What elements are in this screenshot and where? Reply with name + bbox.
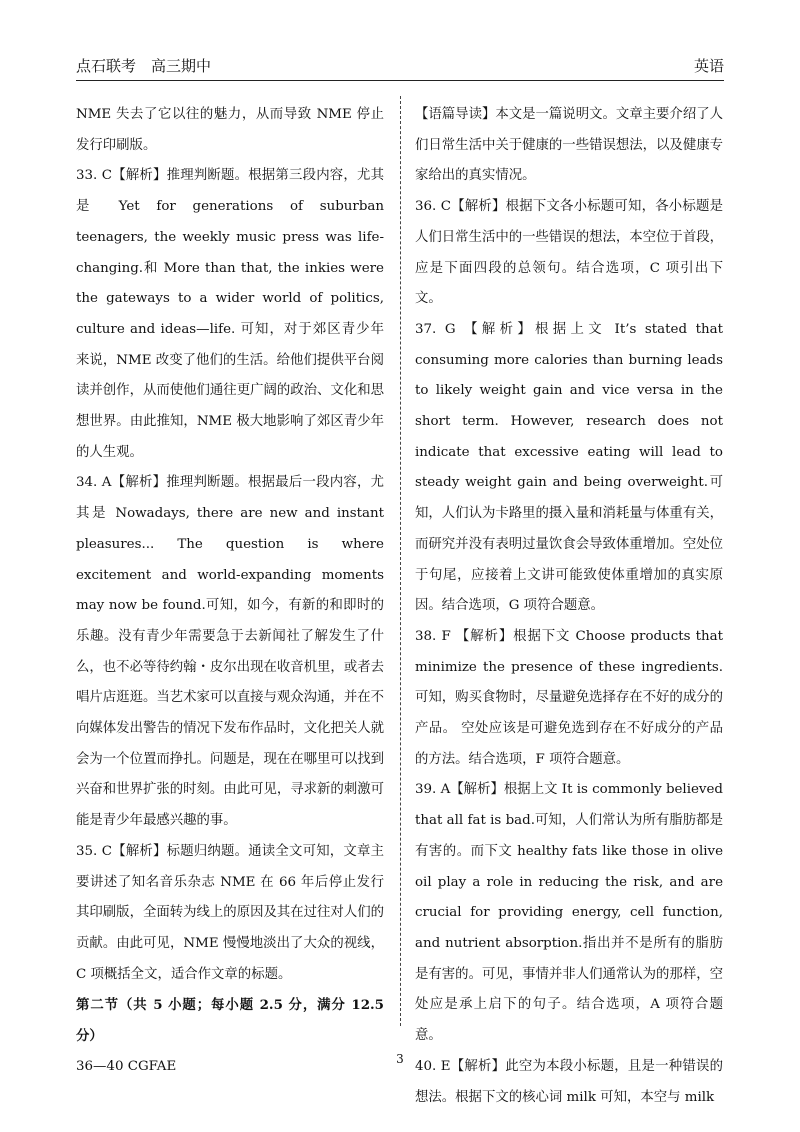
paragraph: 38. F 【解析】根据下文 Choose products that minimize the presence of these ingredients.可知，购买食物时，尽量避免选择存在不好的成分的产品。 空处应该是可避免选到存在不好成分的产品的方法。结合选项，F 项符合题意。 (415, 628, 723, 767)
page-header (76, 58, 724, 81)
paragraph: 39. A【解析】根据上文 It is commonly believed that all fat is bad.可知，人们常认为所有脂肪都是有害的。而下文 healthy fats like those in olive oil play a role in reducing the risk, and are crucial for providing energy, cell function, and nutrient absorption.指出并不是所有的脂肪是有害的。可见，事情并非人们通常认为的那样，空处应是承上启下的句子。结合选项，A 项符合题意。 (415, 782, 723, 1044)
header-subject: 英语 (693, 57, 724, 75)
paragraph: 33. C【解析】推理判断题。根据第三段内容，尤其是 Yet for generations of suburban teenagers, the weekly music press was life-changing.和 More than that, the inkies were the gateways to a wider world of politics, culture and ideas—life. 可知，对于郊区青少年来说，NME 改变了他们的生活。给他们提供平台阅读并创作，从而使他们通往更广阔的政治、文化和思想世界。由此推知，NME 极大地影响了郊区青少年的人生观。 (76, 168, 384, 460)
paragraph: 40. E【解析】此空为本段小标题，且是一种错误的想法。根据下文的核心词 milk 可知，本空与 milk (415, 1058, 723, 1105)
answer-key: 36—40 CGFAE (76, 1058, 177, 1074)
header-left-text: 点石联考 高三期中 (76, 57, 212, 75)
right-column (415, 100, 723, 1113)
paragraph: 35. C【解析】标题归纳题。通读全文可知，文章主要讲述了知名音乐杂志 NME 在 66 年后停止发行其印刷版，全面转为线上的原因及其在过往对人们的贡献。由此可见，NME 慢慢地淡出了大众的视线，C 项概括全文，适合作文章的标题。 (76, 843, 384, 982)
section-heading: 第二节（共 5 小题；每小题 2.5 分，满分 12.5 分） (76, 997, 384, 1045)
paragraph: 36. C【解析】根据下文各小标题可知，各小标题是人们日常生活中的一些错误的想法，本空位于首段，应是下面四段的总领句。结合选项，C 项引出下文。 (415, 199, 723, 307)
left-column (76, 100, 384, 1083)
column-divider (400, 96, 401, 1026)
paragraph: 37. G 【解析】根据上文 It’s stated that consuming more calories than burning leads to likely weight gain and vice versa in the short term. However, research does not indicate that excessive eating will lead to steady weight gain and being overweight.可知，人们认为卡路里的摄入量和消耗量与体重有关，而研究并没有表明过量饮食会导致体重增加。空处位于句尾，应接着上文讲可能致使体重增加的真实原因。结合选项，G 项符合题意。 (415, 321, 723, 614)
paragraph: 34. A【解析】推理判断题。根据最后一段内容，尤其是 Nowadays, there are new and instant pleasures... The question is where excitement and world-expanding moments may now be found.可知，如今，有新的和即时的乐趣。没有青少年需要急于去新闻社了解发生了什么，也不必等待约翰・皮尔出现在收音机里，或者去唱片店逛逛。当艺术家可以直接与观众沟通，并在不向媒体发出警告的情况下发布作品时，文化把关人就会为一个位置而挣扎。问题是，现在在哪里可以找到兴奋和世界扩张的时刻。由此可见，寻求新的刺激可能是青少年最感兴趣的事。 (76, 475, 384, 829)
page-number: 3 (396, 1052, 404, 1066)
paragraph: NME 失去了它以往的魅力，从而导致 NME 停止发行印刷版。 (76, 107, 384, 153)
paragraph: 【语篇导读】本文是一篇说明文。文章主要介绍了人们日常生活中关于健康的一些错误想法，以及健康专家给出的真实情况。 (415, 107, 723, 184)
